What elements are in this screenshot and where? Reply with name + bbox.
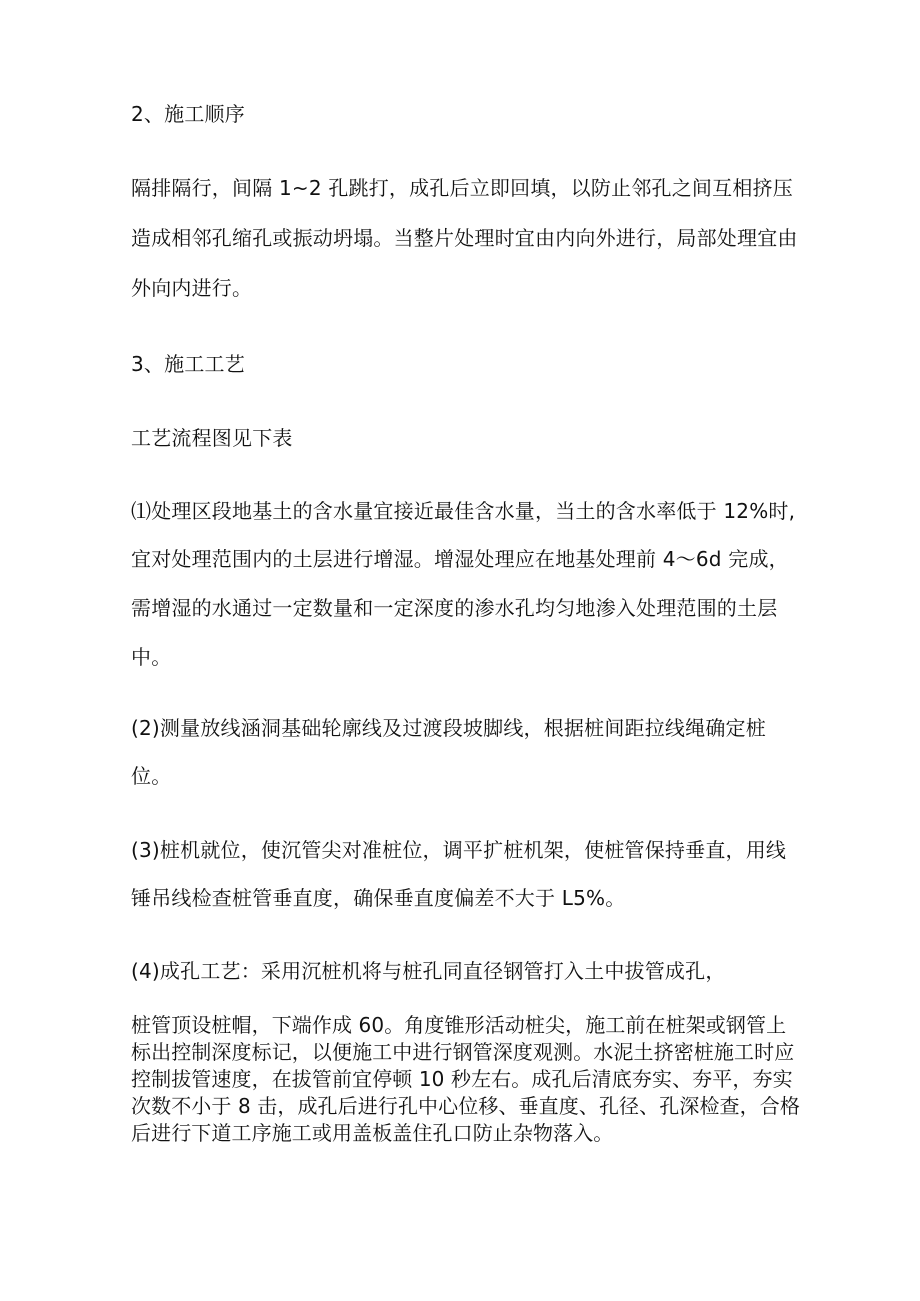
paragraph-line: 隔排隔行，间隔 1~2 孔跳打，成孔后立即回填，以防止邻孔之间互相挤压 (131, 176, 793, 200)
paragraph-line: 标出控制深度标记，以便施工中进行钢管深度观测。水泥土挤密桩施工时应 (131, 1040, 795, 1064)
paragraph-line: ⑴处理区段地基土的含水量宜接近最佳含水量，当土的含水率低于 12%时, (131, 499, 796, 523)
paragraph-line: 外向内进行。 (131, 276, 253, 300)
paragraph-line: 需增湿的水通过一定数量和一定深度的渗水孔均匀地渗入处理范围的土层 (131, 596, 778, 620)
paragraph-line: (4)成孔工艺：采用沉桩机将与桩孔同直径钢管打入土中拔管成孔， (131, 959, 726, 983)
paragraph-line: 工艺流程图见下表 (131, 426, 293, 450)
section-heading-construction-sequence: 2、施工顺序 (131, 102, 245, 126)
paragraph-line: 位。 (131, 764, 172, 788)
paragraph-line: (3)桩机就位，使沉管尖对准桩位，调平扩桩机架，使桩管保持垂直，用线 (131, 838, 787, 862)
paragraph-line: 后进行下道工序施工或用盖板盖住孔口防止杂物落入。 (131, 1121, 614, 1145)
dense-paragraph (131, 1012, 811, 1147)
paragraph-line: 宜对处理范围内的土层进行增湿。增湿处理应在地基处理前 4～6d 完成， (131, 547, 789, 571)
paragraph-line: 锤吊线检查桩管垂直度，确保垂直度偏差不大于 L5%。 (131, 886, 626, 910)
paragraph-line: 桩管顶设桩帽，下端作成 60。角度锥形活动桩尖，施工前在桩架或钢管上 (131, 1013, 787, 1037)
paragraph-line: 次数不小于 8 击，成孔后进行孔中心位移、垂直度、孔径、孔深检查，合格 (131, 1094, 800, 1118)
section-heading-construction-process: 3、施工工艺 (131, 352, 245, 376)
paragraph-line: (2)测量放线涵洞基础轮廓线及过渡段坡脚线，根据桩间距拉线绳确定桩 (131, 716, 766, 740)
paragraph-line: 中。 (131, 645, 172, 669)
paragraph-line: 控制拔管速度，在拔管前宜停顿 10 秒左右。成孔后清底夯实、夯平，夯实 (131, 1067, 793, 1091)
paragraph-line: 造成相邻孔缩孔或振动坍塌。当整片处理时宜由内向外进行，局部处理宜由 (131, 226, 798, 250)
